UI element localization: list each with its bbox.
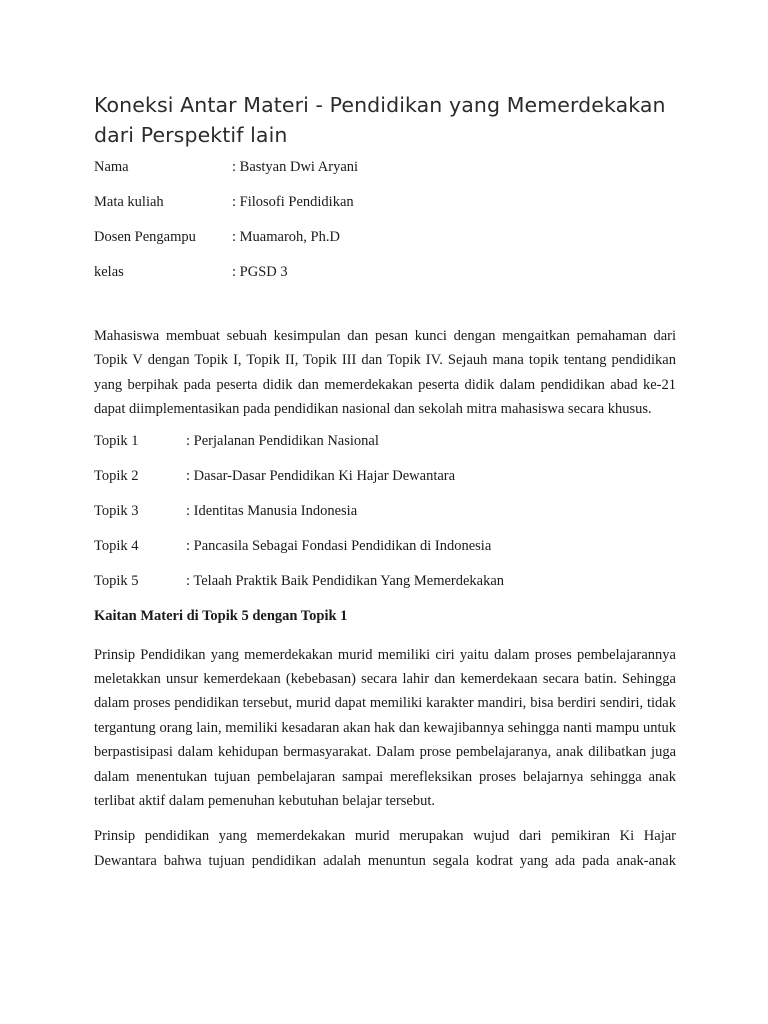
document-page [94, 90, 676, 873]
topic-label: Topik 1 [94, 432, 139, 449]
topic-value: : Pancasila Sebagai Fondasi Pendidikan di Indonesia [186, 537, 492, 554]
topic-label: Topik 2 [94, 467, 139, 484]
topic-row-3 [94, 503, 676, 520]
meta-row-mata-kuliah [94, 194, 676, 211]
spacer [94, 299, 676, 324]
section-heading: Kaitan Materi di Topik 5 dengan Topik 1 [94, 607, 348, 624]
meta-label: Nama [94, 159, 129, 175]
meta-row-nama [94, 159, 676, 176]
body-paragraph-1: Prinsip Pendidikan yang memerdekakan murid memiliki ciri yaitu dalam proses pembelajarannya meletakkan unsur kemerdekaan (kebebasan) secara lahir dan kemerdekaan secara batin. Sehingga dalam proses pendidikan tersebut, murid dapat memiliki karakter mandiri, bisa berdiri sendiri, tidak tergantung orang lain, memiliki kesadaran akan hak dan kewajibannya sehingga nanti mampu untuk berpastisipasi dalam kehidupan bermasyarakat. Dalam prose pembelajaranya, anak dilibatkan juga dalam menentukan tujuan pembelajaran sampai merefleksikan proses belajarnya sehingga anak terlibat aktif dalam pemenuhan kebutuhan belajar tersebut. [94, 646, 676, 810]
topic-value: : Telaah Praktik Baik Pendidikan Yang Memerdekakan [186, 572, 505, 589]
meta-label: Dosen Pengampu [94, 229, 196, 245]
meta-label: kelas [94, 264, 124, 280]
topic-row-4 [94, 538, 676, 555]
meta-value: : Muamaroh, Ph.D [232, 229, 340, 245]
intro-paragraph: Mahasiswa membuat sebuah kesimpulan dan pesan kunci dengan mengaitkan pemahaman dari Topik V dengan Topik I, Topik II, Topik III dan Topik IV. Sejauh mana topik tentang pendidikan yang berpihak pada peserta didik dan memerdekakan peserta didik dalam pendidikan abad ke-21 dapat diimplementasikan pada pendidikan nasional dan sekolah mitra mahasiswa secara khusus. [94, 328, 676, 418]
topic-label: Topik 5 [94, 572, 139, 589]
meta-row-kelas [94, 264, 676, 281]
topic-label: Topik 3 [94, 502, 139, 519]
meta-row-dosen [94, 229, 676, 246]
document-title: Koneksi Antar Materi - Pendidikan yang Memerdekakan dari Perspektif lain [94, 93, 666, 147]
meta-value: : PGSD 3 [232, 264, 288, 280]
topics-list [94, 433, 676, 590]
meta-value: : Bastyan Dwi Aryani [232, 159, 359, 175]
meta-label: Mata kuliah [94, 194, 164, 210]
meta-value: : Filosofi Pendidikan [232, 194, 354, 210]
topic-value: : Perjalanan Pendidikan Nasional [186, 432, 379, 449]
topic-value: : Identitas Manusia Indonesia [186, 502, 358, 519]
topic-row-2 [94, 468, 676, 485]
topic-row-5 [94, 573, 676, 590]
topic-value: : Dasar-Dasar Pendidikan Ki Hajar Dewantara [186, 467, 456, 484]
body-paragraph-2: Prinsip pendidikan yang memerdekakan murid merupakan wujud dari pemikiran Ki Hajar Dewantara bahwa tujuan pendidikan adalah menuntun segala kodrat yang ada pada anak-anak [94, 828, 676, 869]
identity-block [94, 159, 676, 281]
topic-row-1 [94, 433, 676, 450]
topic-label: Topik 4 [94, 537, 139, 554]
